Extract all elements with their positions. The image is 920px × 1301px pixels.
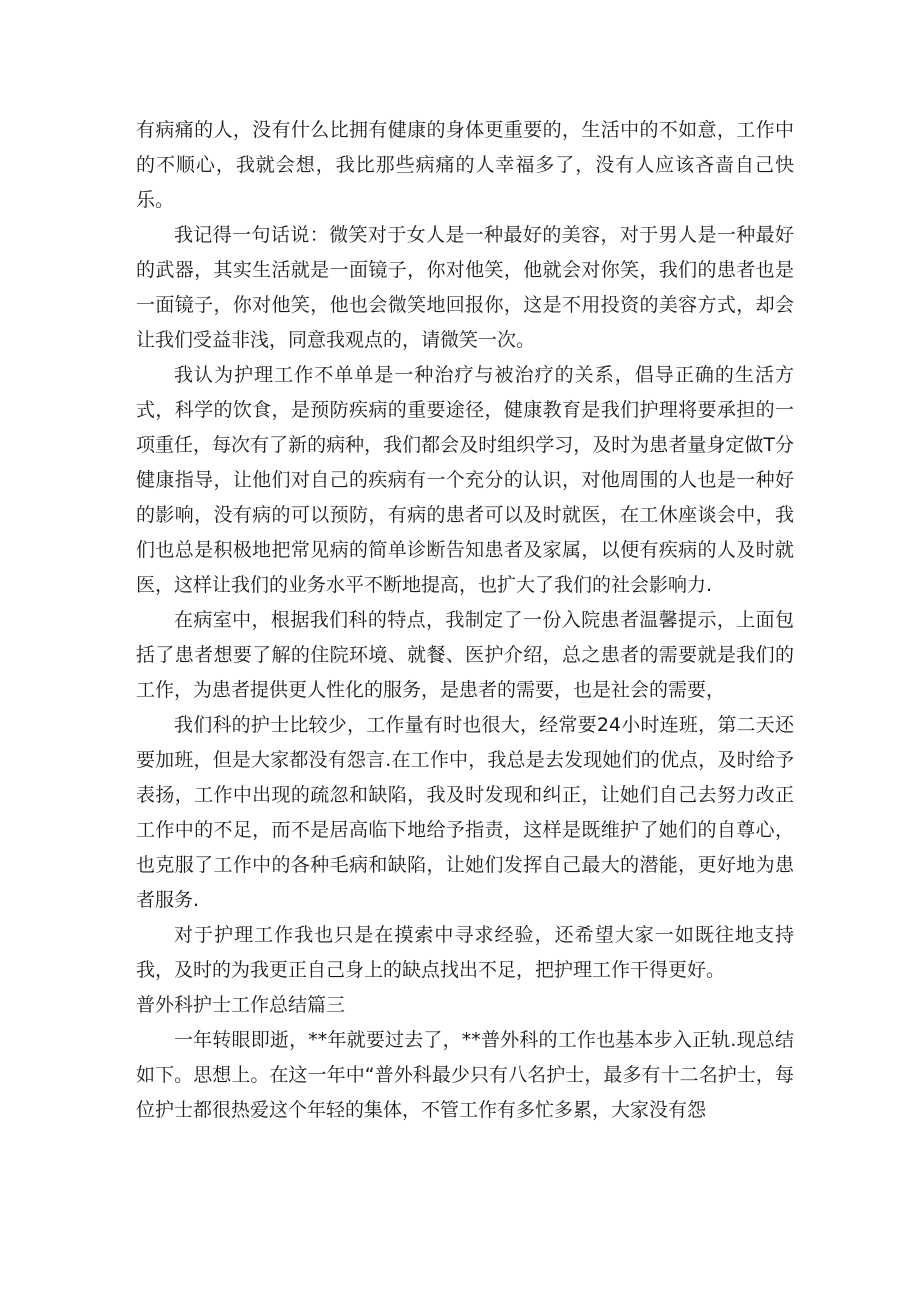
- paragraph-nurse-team: 我们科的护士比较少，工作量有时也很大，经常要24小时连班，第二天还要加班，但是大家都没有怨言.在工作中，我总是去发现她们的优点，及时给予表扬，工作中出现的疏忽和缺陷，我及时发现和纠正，让她们自己去努力改正工作中的不足，而不是居高临下地给予指责，这样是既维护了她们的自尊心，也克服了工作中的各种毛病和缺陷，让她们发挥自己最大的潜能，更好地为患者服务.: [136, 714, 794, 911]
- paragraph-smile: 我记得一句话说：微笑对于女人是一种最好的美容，对于男人是一种最好的武器，其实生活就是一面镜子，你对他笑，他就会对你笑，我们的患者也是一面镜子，你对他笑，他也会微笑地回报你，这是不用投资的美容方式，却会让我们受益非浅，同意我观点的，请微笑一次。: [136, 224, 794, 351]
- document-body: [136, 113, 794, 1128]
- paragraph-continuation: 有病痛的人，没有什么比拥有健康的身体更重要的，生活中的不如意，工作中的不顺心，我就会想，我比那些病痛的人幸福多了，没有人应该吝啬自己快乐。: [136, 119, 794, 211]
- paragraph-health-education: 我认为护理工作不单单是一种治疗与被治疗的关系，倡导正确的生活方式，科学的饮食，是预防疾病的重要途径，健康教育是我们护理将要承担的一项重任，每次有了新的病种，我们都会及时组织学习，及时为患者量身定做T分健康指导，让他们对自己的疾病有一个充分的认识，对他周围的人也是一种好的影响，没有病的可以预防，有病的患者可以及时就医，在工休座谈会中，我们也总是积极地把常见病的简单诊断告知患者及家属，以便有疾病的人及时就医，这样让我们的业务水平不断地提高，也扩大了我们的社会影响力.: [136, 364, 794, 596]
- paragraph-ward-tips: 在病室中，根据我们科的特点，我制定了一份入院患者温馨提示，上面包括了患者想要了解的住院环境、就餐、医护介绍，总之患者的需要就是我们的工作，为患者提供更人性化的服务，是患者的需要，也是社会的需要，: [136, 609, 794, 701]
- paragraph-closing: 对于护理工作我也只是在摸索中寻求经验，还希望大家一如既往地支持我，及时的为我更正自己身上的缺点找出不足，把护理工作干得更好。: [136, 924, 794, 981]
- paragraph-year-summary: 一年转眼即逝，**年就要过去了，**普外科的工作也基本步入正轨.现总结如下。思想上。在这一年中“普外科最少只有八名护士，最多有十二名护士，每位护士都很热爱这个年轻的集体，不管工作有多忙多累，大家没有怨: [136, 1029, 794, 1121]
- section-heading: 普外科护士工作总结篇三: [136, 994, 346, 1016]
